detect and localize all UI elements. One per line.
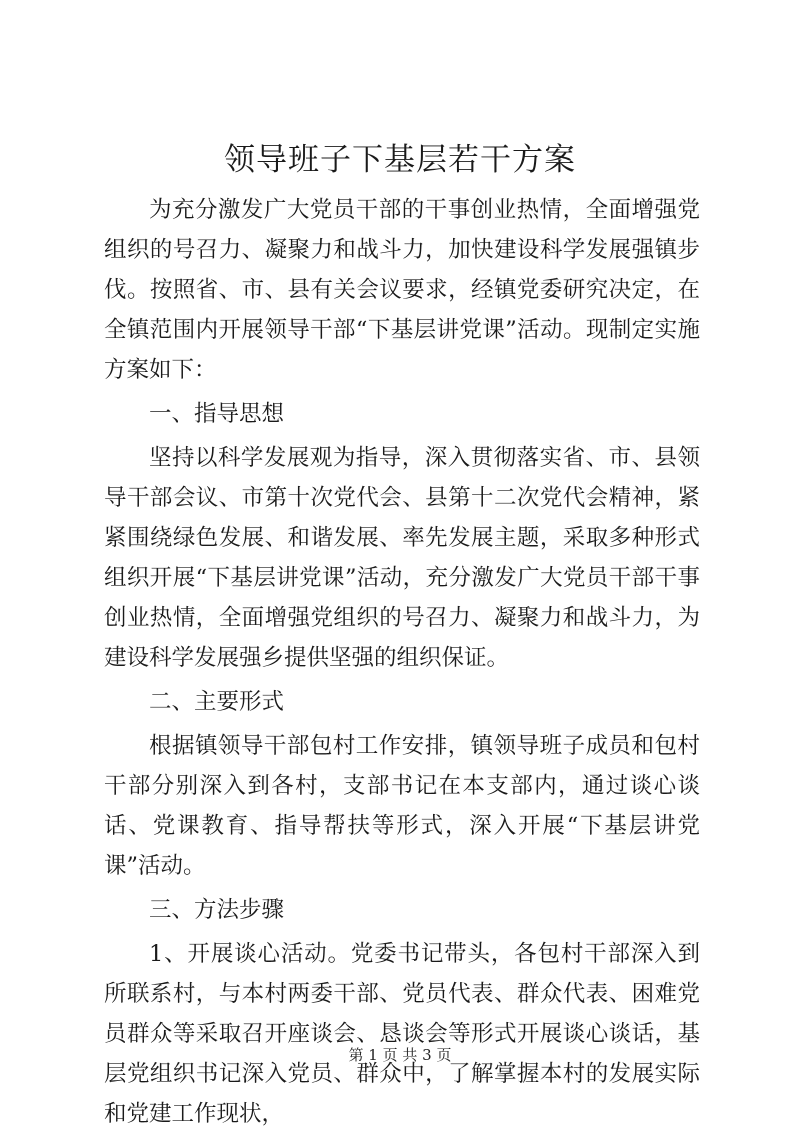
page-footer: 第 1 页 共 3 页 — [348, 1046, 452, 1064]
document-body — [104, 190, 700, 1138]
section-heading-method-steps: 三、方法步骤 — [149, 897, 285, 923]
intro-paragraph: 为充分激发广大党员干部的干事创业热情，全面增强党组织的号召力、凝聚力和战斗力，加快建设科学发展强镇步伐。按照省、市、县有关会议要求，经镇党委研究决定，在全镇范围内开展领导干部“下基层讲党课”活动。现制定实施方案如下： — [104, 197, 700, 383]
method-step-1-paragraph: 1、开展谈心活动。党委书记带头，各包村干部深入到所联系村，与本村两委干部、党员代表、群众代表、困难党员群众等采取召开座谈会、恳谈会等形式开展谈心谈话，基层党组织书记深入党员、群众中，了解掌握本村的发展实际和党建工作现状， — [104, 941, 700, 1127]
main-forms-paragraph: 根据镇领导干部包村工作安排，镇领导班子成员和包村干部分别深入到各村，支部书记在本支部内，通过谈心谈话、党课教育、指导帮扶等形式，深入开展“下基层讲党课”活动。 — [104, 733, 700, 879]
guiding-ideology-paragraph: 坚持以科学发展观为指导，深入贯彻落实省、市、县领导干部会议、市第十次党代会、县第十二次党代会精神，紧紧围绕绿色发展、和谐发展、率先发展主题，采取多种形式组织开展“下基层讲党课”活动，充分激发广大党员干部干事创业热情，全面增强党组织的号召力、凝聚力和战斗力，为建设科学发展强乡提供坚强的组织保证。 — [104, 445, 700, 671]
section-heading-guiding-ideology: 一、指导思想 — [149, 401, 285, 427]
document-title: 领导班子下基层若干方案 — [224, 142, 576, 178]
section-heading-main-forms: 二、主要形式 — [149, 689, 285, 715]
